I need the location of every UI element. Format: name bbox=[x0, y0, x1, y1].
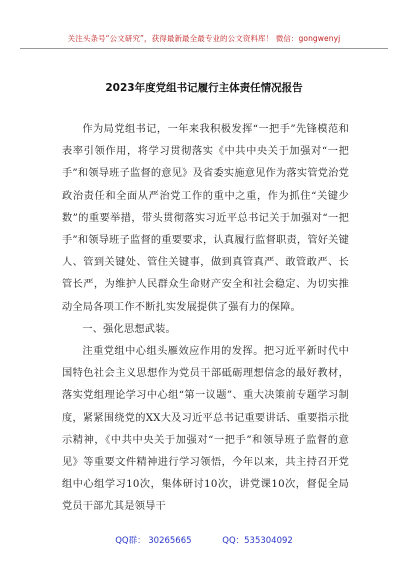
qq-group: QQ群： 30265665 bbox=[115, 536, 192, 546]
document-title: 2023年度党组书记履行主体责任情况报告 bbox=[105, 82, 303, 94]
document-body bbox=[62, 119, 349, 519]
paragraph-body: 注重党组中心组头雁效应作用的发挥。把习近平新时代中国特色社会主义思想作为党员干部砥砺理想信念的最好教材，落实党组理论学习中心组“第一议题”、重大决策前专题学习制度，紧紧围绕党的XX大及习近平总书记重要讲话、重要指示批示精神，《中共中央关于加强对“一把手”和领导班子监督的意见》等重要文件精神进行学习领悟，今年以来，共主持召开党组中心组学习10次，集体研讨10次，讲党课10次，督促全局党员干部尤其是领导干 bbox=[62, 346, 349, 513]
paragraph-intro: 作为局党组书记，一年来我积极发挥“一把手”先锋模范和表率引领作用，将学习贯彻落实《中共中央关于加强对“一把手”和领导班子监督的意见》及省委实施意见作为落实管党治党政治责任和全面从严治党工作的重中之重，作为抓住“关键少数”的重要举措，带头贯彻落实习近平总书记关于加强对“一把手”和领导班子监督的重要要求，认真履行监督职责，管好关键人、管到关键处、管住关键事，做到真管真严、敢管敢严、长管长严，为维护人民群众生命财产安全和社会稳定、为切实推动全局各项工作不断扎实发展提供了强有力的保障。 bbox=[62, 124, 349, 313]
section-heading: 一、强化思想武装。 bbox=[82, 323, 176, 335]
banner-text: 关注头条号“公文研究”，获得最新最全最专业的公文资料库！ 微信：gongwenyj bbox=[67, 34, 341, 43]
qq-number: QQ：535304092 bbox=[222, 536, 293, 546]
footer-contacts bbox=[0, 534, 408, 546]
header-banner bbox=[20, 26, 388, 49]
